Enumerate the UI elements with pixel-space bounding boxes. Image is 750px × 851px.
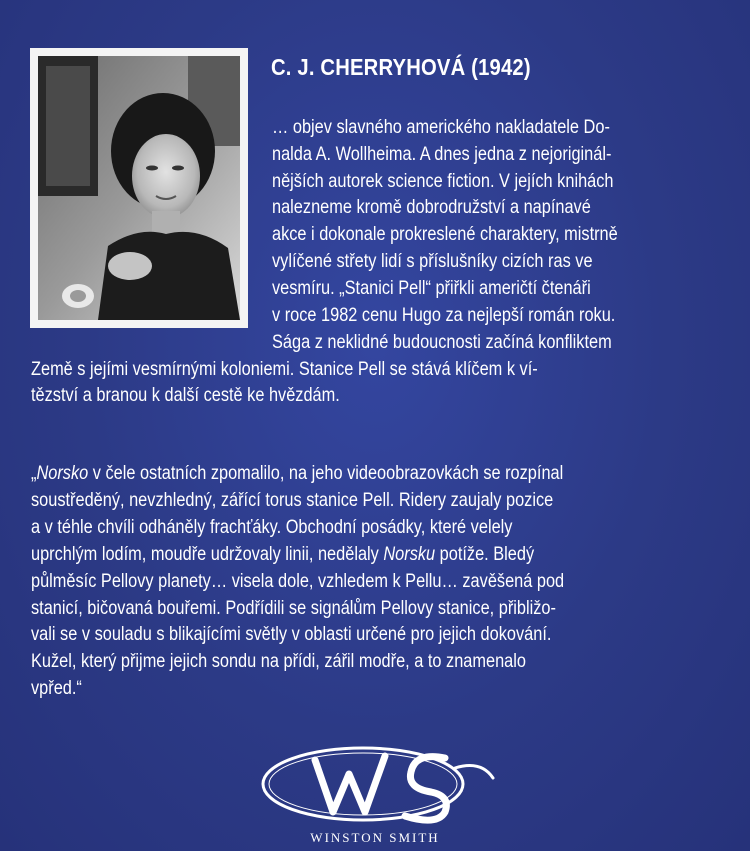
publisher-name: WINSTON SMITH [310,830,440,845]
excerpt-text: soustředěný, nevzhledný, zářící torus stanice Pell. Ridery zaujaly pozice [31,490,554,511]
excerpt-line [31,515,512,541]
bio-line: nalda A. Wollheima. A dnes jedna z nejoriginál- [272,144,612,165]
bio-line: … objev slavného amerického nakladatele Do- [272,117,610,138]
excerpt-line [31,676,82,702]
excerpt-line [31,461,563,487]
bio-line: vesmíru. „Stanici Pell“ přiřkli američtí čtenáři [272,278,591,299]
author-portrait-image [38,56,240,320]
excerpt-line [31,569,564,595]
bio-line: tězství a branou k další cestě ke hvězdám. [31,385,340,406]
excerpt-line [31,596,556,622]
excerpt-text: vali se v souladu s blikajícími světly v oblasti určené pro jejich dokování. [31,624,552,645]
bio-line: nalezneme kromě dobrodružství a napínavé [272,197,591,218]
author-photo [30,48,248,328]
bio-line: v roce 1982 cenu Hugo za nejlepší román roku. [272,305,616,326]
excerpt-text: a v téhle chvíli odháněly frachťáky. Obchodní posádky, které velely [31,517,513,538]
bio-line: Sága z neklidné budoucnosti začíná konfliktem [272,332,612,353]
excerpt-line [31,488,553,514]
excerpt-text: v čele ostatních zpomalilo, na jeho videoobrazovkách se rozpínal [88,463,564,484]
bio-line: vylíčené střety lidí s příslušníky cizích ras ve [272,251,593,272]
bio-line: Země s jejími vesmírnými koloniemi. Stanice Pell se stává klíčem k ví- [31,359,538,380]
bio-line: nějších autorek science fiction. V jejích knihách [272,171,614,192]
bio-line: akce i dokonale prokreslené charaktery, mistrně [272,224,618,245]
excerpt-text: vpřed.“ [31,678,82,699]
excerpt-text: uprchlým lodím, moudře udržovaly linii, nedělaly [31,544,384,565]
publisher-logo-mark [245,738,505,830]
author-heading: C. J. CHERRYHOVÁ (1942) [271,54,531,80]
excerpt-line [31,649,526,675]
excerpt-text: Kužel, který přijme jejich sondu na přídi, zářil modře, a to znamenalo [31,651,526,672]
excerpt-text: stanicí, bičovaná bouřemi. Podřídili se signálům Pellovy stanice, přibližo- [31,598,556,619]
excerpt-line [31,622,551,648]
excerpt-text: potíže. Bledý [435,544,535,565]
excerpt-line [31,542,534,568]
excerpt-text: půlměsíc Pellovy planety… visela dole, vzhledem k Pellu… zavěšená pod [31,571,565,592]
excerpt-text: „ [31,463,37,484]
excerpt-emphasis: Norsku [383,544,436,565]
publisher-logo [245,738,505,851]
excerpt-emphasis: Norsko [36,463,89,484]
